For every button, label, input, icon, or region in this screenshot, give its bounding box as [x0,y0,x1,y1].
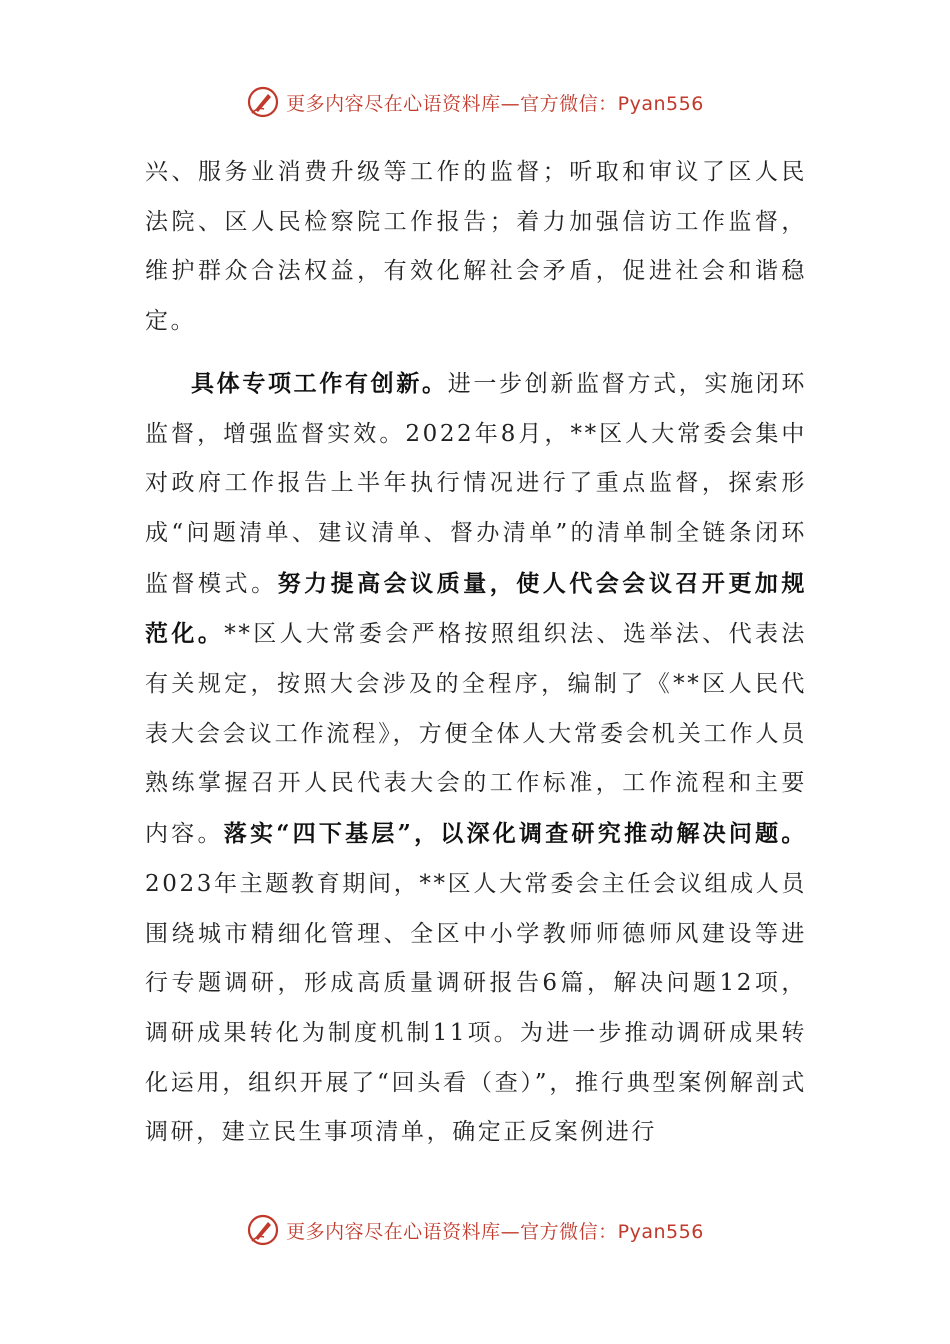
watermark-text: 更多内容尽在心语资料库—官方微信：Pyan556 [286,92,704,115]
heading-innovation: 具体专项工作有创新。 [191,369,448,397]
watermark-header [0,82,950,122]
paragraph-text: 进一步创新监督方式，实施闭环监督，增强监督实效。2022年8月，**区人大常委会集中对政府工作报告上半年执行情况进行了重点监督，探索形成“问题清单、建议清单、督办清单”的清单制全链条闭环监督模式。 [145,370,808,597]
pen-circle-logo-icon [246,1213,280,1247]
heading-grassroots: 落实“四下基层”，以深化调查研究推动解决问题。 [223,820,807,848]
pen-circle-logo-icon [246,85,280,119]
watermark-footer [0,1210,950,1250]
document-body [145,148,807,1158]
heading-meeting-quality: 努力提高会议质量，使人代会会议召开更加规范化。 [145,569,808,648]
paragraph-text: 2023年主题教育期间，**区人大常委会主任会议组成人员围绕城市精细化管理、全区中小学教师师德师风建设等进行专题调研，形成高质量调研报告6篇，解决问题12项，调研成果转化为制度机制11项。为进一步推动调研成果转化运用，组织开展了“回头看（查）”，推行典型案例解剖式调研，建立民生事项清单，确定正反案例进行 [145,870,807,1146]
watermark-text: 更多内容尽在心语资料库—官方微信：Pyan556 [286,1220,704,1243]
paragraph-special-work [145,359,807,1158]
paragraph-text: **区人大常委会严格按照组织法、选举法、代表法有关规定，按照大会涉及的全程序，编制了《**区人民代表大会会议工作流程》，方便全体人大常委会机关工作人员熟练掌握召开人民代表大会的工作标准，工作流程和主要内容。 [145,621,807,848]
paragraph-continuation: 兴、服务业消费升级等工作的监督；听取和审议了区人民法院、区人民检察院工作报告；着力加强信访工作监督，维护群众合法权益，有效化解社会矛盾，促进社会和谐稳定。 [145,159,807,335]
